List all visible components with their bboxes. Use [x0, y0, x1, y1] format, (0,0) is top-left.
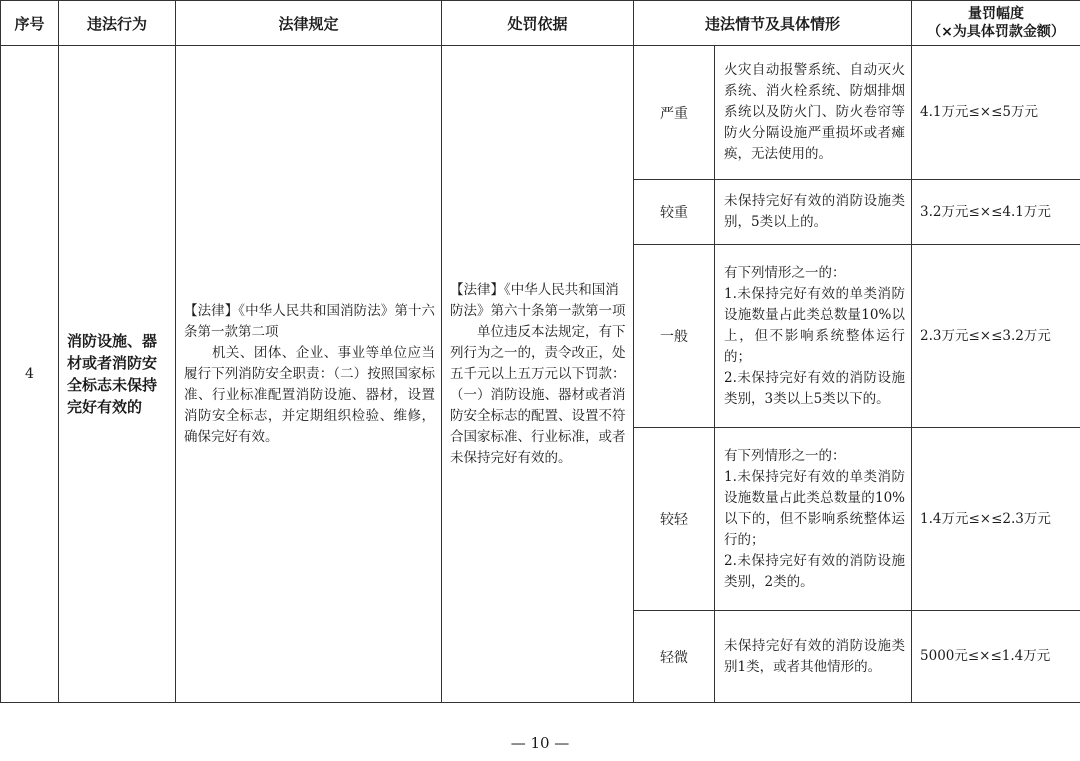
- fine-range: 1.4万元≤×≤2.3万元: [912, 428, 1080, 611]
- header-range-note: （×为具体罚款金额）: [927, 24, 1065, 40]
- fine-range: 3.2万元≤×≤4.1万元: [912, 180, 1080, 245]
- severity-detail: 未保持完好有效的消防设施类别，5类以上的。: [715, 180, 912, 245]
- row-number: 4: [1, 46, 59, 703]
- severity-level: 一般: [634, 245, 715, 428]
- page-number: — 10 —: [510, 734, 570, 752]
- header-range: [912, 1, 1080, 46]
- fine-range: 4.1万元≤×≤5万元: [912, 46, 1080, 180]
- fine-range: 5000元≤×≤1.4万元: [912, 611, 1080, 703]
- header-circumstances: 违法情节及具体情形: [634, 1, 912, 46]
- violation-behavior: 消防设施、器材或者消防安全标志未保持完好有效的: [59, 46, 176, 703]
- header-behavior: 违法行为: [59, 1, 176, 46]
- severity-level: 严重: [634, 46, 715, 180]
- header-law: 法律规定: [176, 1, 442, 46]
- header-range-title: 量罚幅度: [968, 6, 1025, 22]
- header-basis: 处罚依据: [442, 1, 634, 46]
- penalty-basis: 【法律】《中华人民共和国消防法》第六十条第一款第一项 单位违反本法规定，有下列行为之一的，责令改正，处五千元以上五万元以下罚款：（一）消防设施、器材或者消防安全标志的配置、设置不符合国家标准、行业标准，或者未保持完好有效的。: [442, 46, 634, 703]
- header-row: [1, 1, 1080, 46]
- severity-detail: 火灾自动报警系统、自动灭火系统、消火栓系统、防烟排烟系统以及防火门、防火卷帘等防火分隔设施严重损坏或者瘫痪，无法使用的。: [715, 46, 912, 180]
- severity-level: 较轻: [634, 428, 715, 611]
- legal-provision: 【法律】《中华人民共和国消防法》第十六条第一款第二项 机关、团体、企业、事业等单位应当履行下列消防安全职责：（二）按照国家标准、行业标准配置消防设施、器材，设置消防安全标志，并定期组织检验、维修，确保完好有效。: [176, 46, 442, 703]
- severity-level: 轻微: [634, 611, 715, 703]
- severity-detail: 有下列情形之一的： 1.未保持完好有效的单类消防设施数量占此类总数量10%以上，但不影响系统整体运行的； 2.未保持完好有效的消防设施类别，3类以上5类以下的。: [715, 245, 912, 428]
- severity-detail: 有下列情形之一的： 1.未保持完好有效的单类消防设施数量占此类总数量的10%以下的，但不影响系统整体运行的； 2.未保持完好有效的消防设施类别，2类的。: [715, 428, 912, 611]
- severity-detail: 未保持完好有效的消防设施类别1类，或者其他情形的。: [715, 611, 912, 703]
- header-num: 序号: [1, 1, 59, 46]
- severity-level: 较重: [634, 180, 715, 245]
- table-row: [1, 46, 1080, 180]
- fine-range: 2.3万元≤×≤3.2万元: [912, 245, 1080, 428]
